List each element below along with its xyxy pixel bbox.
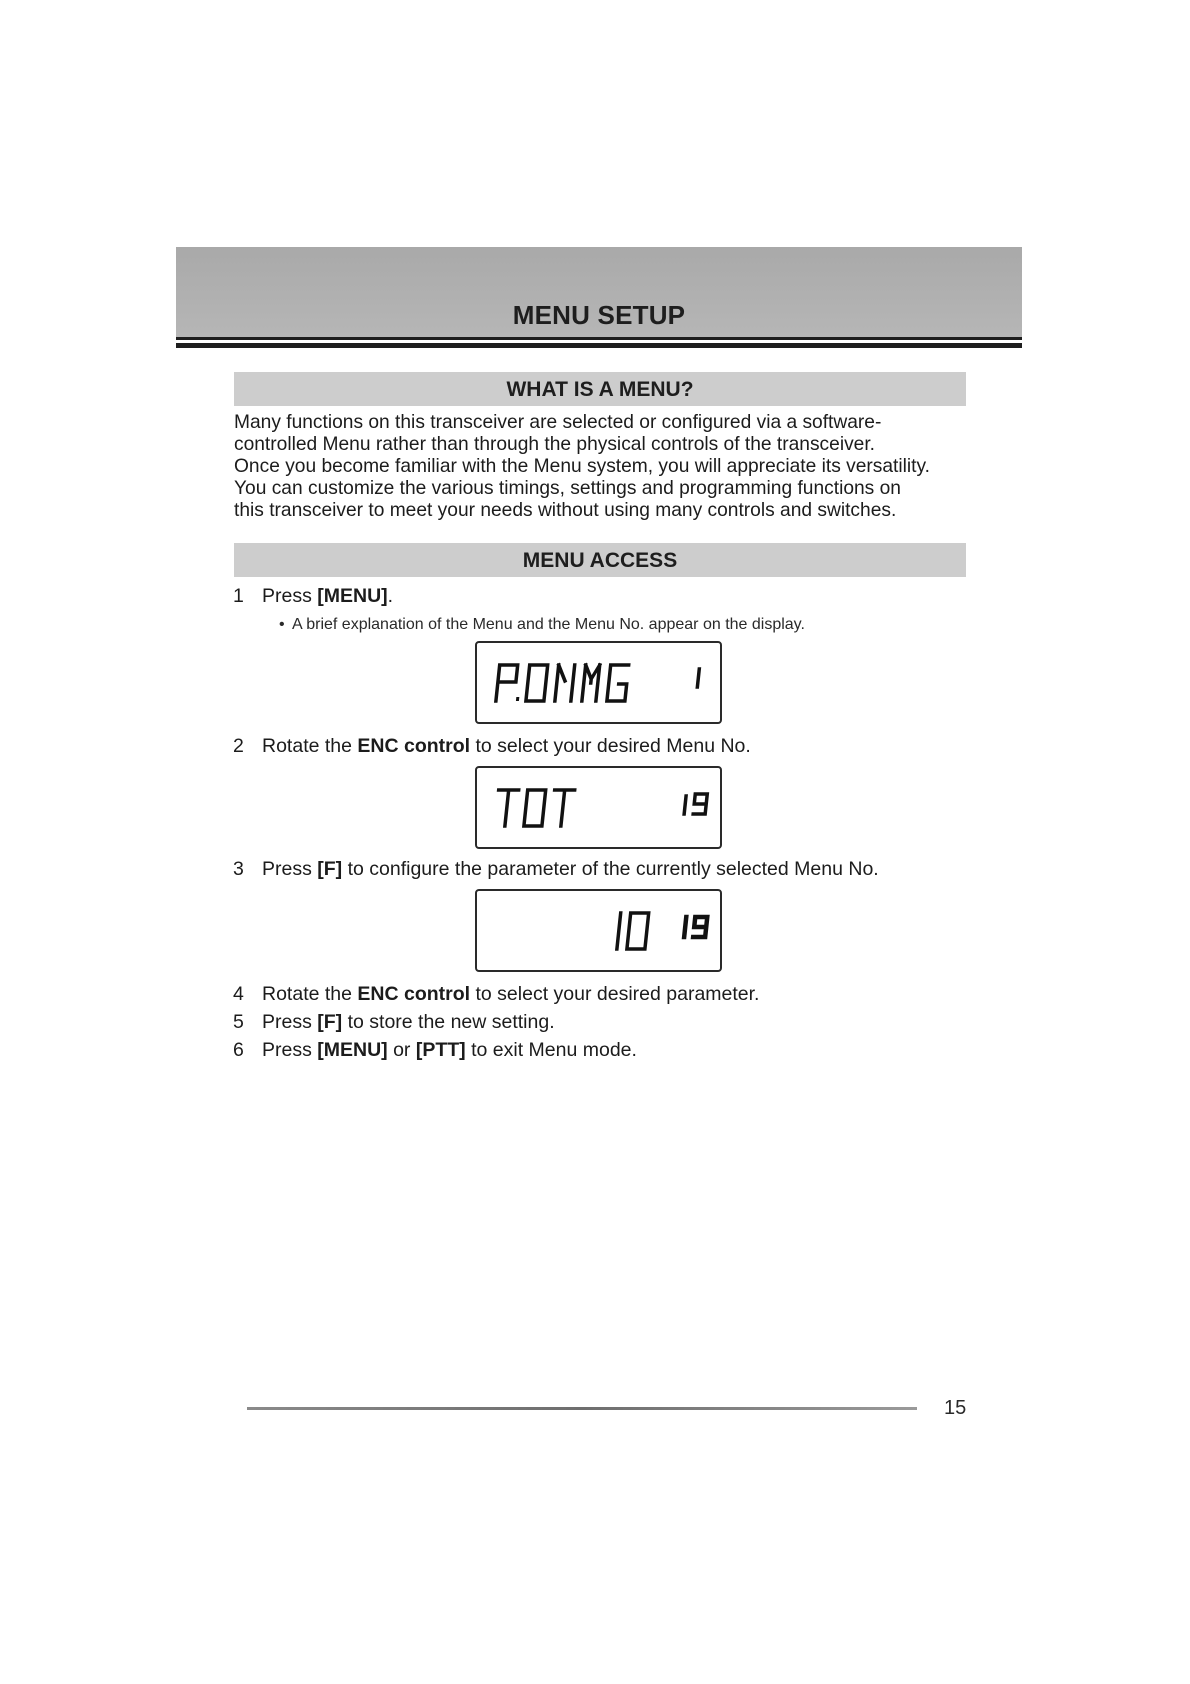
step-key: [PTT] — [415, 1039, 466, 1061]
step-text: to configure the parameter of the currently selected Menu No. — [342, 858, 879, 880]
step-number: 2 — [233, 735, 244, 757]
step-number: 3 — [233, 858, 244, 880]
lcd-segments — [477, 643, 724, 726]
header-banner — [176, 247, 1022, 337]
step-3 — [233, 858, 879, 881]
step-number: 1 — [233, 585, 244, 607]
header-rule-thick — [176, 343, 1022, 348]
step-text: Rotate the — [262, 735, 358, 757]
step-text: Press — [262, 858, 318, 880]
step-text: Press — [262, 1011, 318, 1033]
lcd-segments — [477, 891, 724, 974]
step-text: to exit Menu mode. — [465, 1039, 637, 1061]
lcd-segments — [477, 768, 724, 851]
step-key: ENC control — [357, 735, 471, 757]
step-text: to select your desired Menu No. — [470, 735, 751, 757]
section-heading-menu-access: MENU ACCESS — [234, 543, 966, 577]
note-text: A brief explanation of the Menu and the Menu No. appear on the display. — [292, 616, 805, 633]
step-number: 6 — [233, 1039, 244, 1061]
paragraph-line: controlled Menu rather than through the physical controls of the transceiver. — [234, 434, 876, 455]
step-2 — [233, 735, 751, 758]
step-key: ENC control — [357, 983, 471, 1005]
step-key: [MENU] — [317, 585, 388, 607]
step-text: or — [387, 1039, 416, 1061]
bullet-icon: • — [279, 616, 285, 633]
step-text: Rotate the — [262, 983, 358, 1005]
step-text: . — [387, 585, 394, 607]
step-text: to store the new setting. — [342, 1011, 555, 1033]
lcd-display-ponmg — [475, 641, 722, 724]
page-title: MENU SETUP — [512, 300, 686, 330]
section-heading-what-is-a-menu: WHAT IS A MENU? — [234, 372, 966, 406]
step-number: 4 — [233, 983, 244, 1005]
lcd-display-value-10 — [475, 889, 722, 972]
header-rule — [176, 337, 1022, 340]
step-1 — [233, 585, 393, 608]
page-number: 15 — [944, 1397, 967, 1419]
paragraph-line: Many functions on this transceiver are selected or configured via a software- — [234, 412, 882, 433]
step-1-note — [279, 616, 805, 634]
step-text: Press — [262, 1039, 318, 1061]
step-6 — [233, 1039, 637, 1062]
paragraph-line: Once you become familiar with the Menu system, you will appreciate its versatility. — [234, 456, 930, 477]
step-5 — [233, 1011, 555, 1034]
step-key: [MENU] — [317, 1039, 388, 1061]
step-text: Press — [262, 585, 318, 607]
step-number: 5 — [233, 1011, 244, 1033]
step-text: to select your desired parameter. — [470, 983, 760, 1005]
lcd-display-tot — [475, 766, 722, 849]
step-4 — [233, 983, 759, 1006]
paragraph-line: this transceiver to meet your needs without using many controls and switches. — [234, 500, 897, 521]
step-key: [F] — [317, 1011, 343, 1033]
footer-rule — [247, 1407, 917, 1410]
intro-paragraph — [234, 412, 974, 522]
paragraph-line: You can customize the various timings, settings and programming functions on — [234, 478, 901, 499]
step-key: [F] — [317, 858, 343, 880]
